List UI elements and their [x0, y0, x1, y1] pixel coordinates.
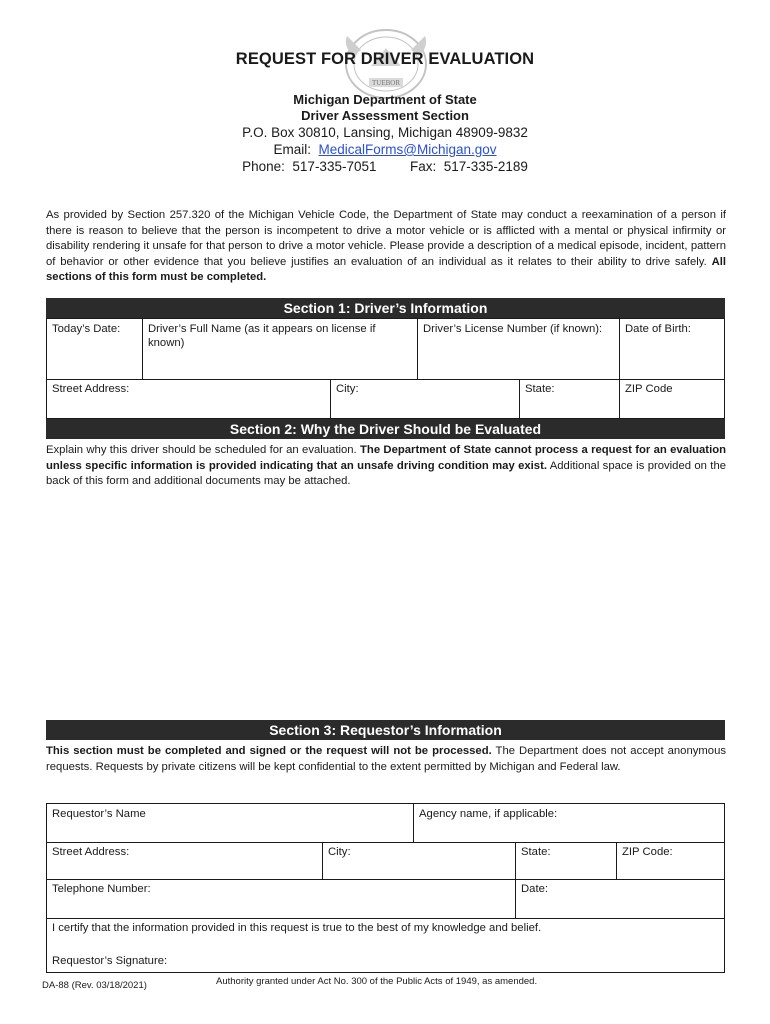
email-link[interactable]: MedicalForms@Michigan.gov	[318, 142, 497, 157]
date-of-birth-field[interactable]	[620, 318, 725, 380]
requestor-name-label: Requestor’s Name	[52, 808, 146, 820]
seal-banner-text: TUEBOR	[372, 79, 400, 87]
requestor-zip-label: ZIP Code:	[622, 846, 673, 858]
requestor-city-field[interactable]	[323, 842, 516, 880]
certification-statement: I certify that the information provided in this request is true to the best of my knowledge and belief.	[52, 922, 542, 934]
telephone-label: Telephone Number:	[52, 883, 151, 895]
driver-street-field[interactable]	[46, 379, 331, 419]
section1-header: Section 1: Driver’s Information	[46, 298, 725, 318]
request-date-field[interactable]	[516, 879, 725, 919]
section3-text: The Department does not accept anonymous requests. Requests by private citizens will be kept confidential to the extent permitted by Michigan and Federal law.	[46, 745, 726, 773]
requestor-state-label: State:	[521, 846, 551, 858]
license-number-field[interactable]	[418, 318, 620, 380]
page-title: REQUEST FOR DRIVER EVALUATION	[235, 50, 535, 68]
requestor-zip-field[interactable]	[617, 842, 725, 880]
requestor-state-field[interactable]	[516, 842, 617, 880]
requestor-name-field[interactable]	[46, 803, 414, 843]
license-number-label: Driver’s License Number (if known):	[423, 323, 603, 335]
driver-full-name-label: Driver’s Full Name (as it appears on license if known)	[148, 323, 376, 349]
todays-date-field[interactable]	[46, 318, 143, 380]
agency-name-label: Agency name, if applicable:	[419, 808, 558, 820]
requestor-street-field[interactable]	[46, 842, 323, 880]
request-date-label: Date:	[521, 883, 549, 895]
driver-state-field[interactable]	[520, 379, 620, 419]
authority-note: Authority granted under Act No. 300 of the Public Acts of 1949, as amended.	[216, 976, 538, 987]
date-of-birth-label: Date of Birth:	[625, 323, 691, 335]
email-line	[0, 142, 770, 157]
driver-city-field[interactable]	[331, 379, 520, 419]
requestor-street-label: Street Address:	[52, 846, 130, 858]
section3-bold: This section must be completed and signed or the request will not be processed.	[46, 745, 492, 757]
mailing-address: P.O. Box 30810, Lansing, Michigan 48909-9832	[242, 125, 528, 140]
intro-text: As provided by Section 257.320 of the Michigan Vehicle Code, the Department of State may conduct a reexamination of a person if there is reason to believe that the person is incompetent to drive a motor vehicle or is afflicted with a mental or physical infirmity or disability rendering it unsafe for that person to drive a motor vehicle. Please provide a description of a medical episode, incident, pattern of behavior or other evidence that you believe justifies an evaluation of an individual as it relates to their ability to drive safely.	[46, 209, 726, 268]
driver-city-label: City:	[336, 383, 359, 395]
section2-text2: Additional space is provided on the back of this form and additional documents may be attached.	[46, 459, 727, 488]
evaluation-reason-textarea[interactable]	[46, 492, 725, 714]
section3-header: Section 3: Requestor’s Information	[46, 720, 725, 740]
department-name: Michigan Department of State	[293, 92, 477, 107]
fax-number: Fax: 517-335-2189	[410, 159, 528, 174]
section3-instructions	[46, 744, 726, 775]
section2-text1: Explain why this driver should be scheduled for an evaluation.	[46, 444, 361, 456]
form-id: DA-88 (Rev. 03/18/2021)	[42, 980, 147, 991]
section2-bold: The Department of State cannot process a request for an evaluation unless specific information is provided indicating that an unsafe driving condition may exist.	[46, 444, 727, 472]
section2-header: Section 2: Why the Driver Should be Evaluated	[46, 419, 725, 439]
driver-state-label: State:	[525, 383, 555, 395]
email-label: Email:	[273, 142, 311, 157]
driver-full-name-field[interactable]	[143, 318, 418, 380]
driver-zip-label: ZIP Code	[625, 383, 673, 395]
section2-instructions	[46, 443, 726, 490]
signature-label: Requestor’s Signature:	[52, 955, 168, 967]
phone-number: Phone: 517-335-7051	[242, 159, 377, 174]
telephone-field[interactable]	[46, 879, 516, 919]
phone-fax-line	[0, 159, 770, 174]
requestor-city-label: City:	[328, 846, 351, 858]
agency-name-field[interactable]	[414, 803, 725, 843]
certification-signature-field[interactable]	[46, 918, 725, 973]
driver-street-label: Street Address:	[52, 383, 130, 395]
driver-zip-field[interactable]	[620, 379, 725, 419]
section-name: Driver Assessment Section	[301, 108, 469, 123]
intro-paragraph	[46, 208, 726, 286]
intro-bold: All sections of this form must be completed.	[46, 255, 726, 284]
todays-date-label: Today’s Date:	[52, 323, 121, 335]
